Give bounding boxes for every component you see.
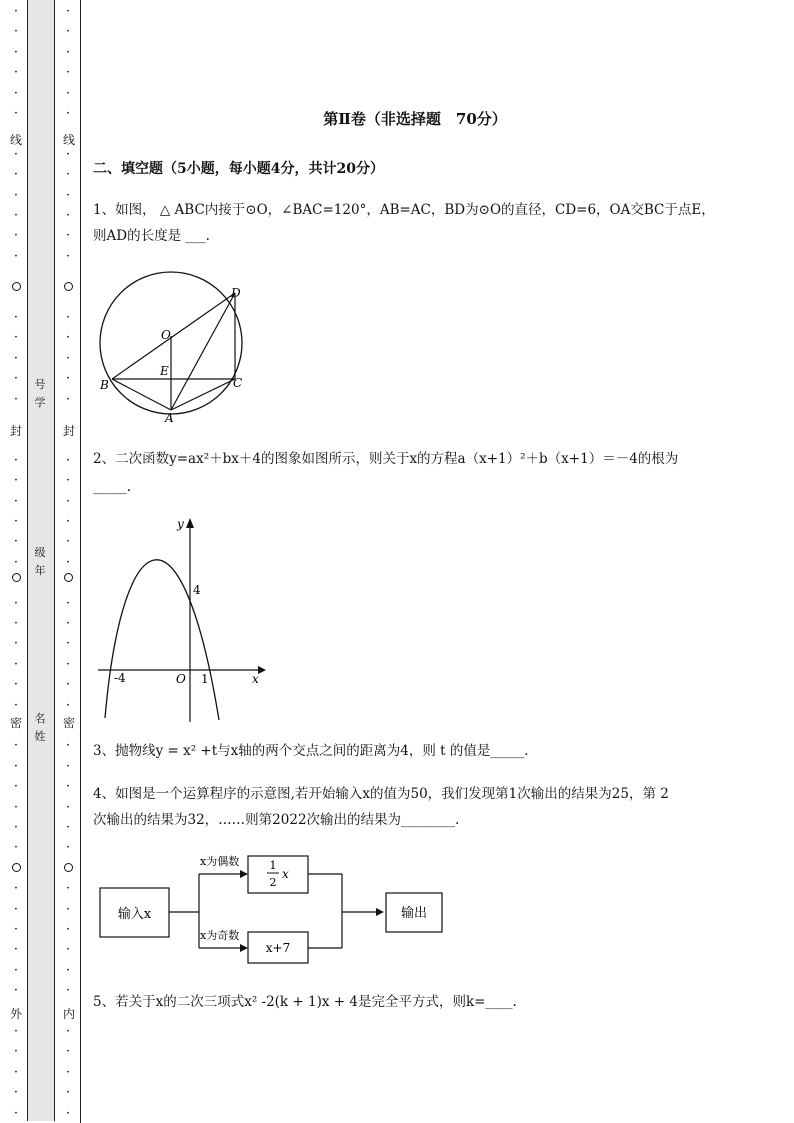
band-label-char: 年	[34, 564, 46, 577]
cut-dot: ·	[66, 68, 70, 79]
cut-dot: ·	[66, 353, 70, 364]
cut-dot: ·	[14, 639, 18, 650]
root-1-label: 1	[201, 672, 209, 686]
paper-section-title: 第Ⅱ卷（非选择题 70分）	[323, 110, 507, 128]
dotted-cut-line-outer	[11, 0, 21, 1123]
y-intercept-label: 4	[193, 583, 201, 597]
circle-mark	[64, 282, 73, 291]
cut-dot: ·	[66, 741, 70, 752]
seal-label-inner: 封	[62, 424, 75, 438]
cut-dot: ·	[14, 149, 18, 160]
outer-label: 外	[9, 1007, 22, 1021]
cut-dot: ·	[14, 1067, 18, 1078]
cut-dot: ·	[14, 27, 18, 38]
cut-dot: ·	[66, 700, 70, 711]
cut-dot: ·	[66, 313, 70, 323]
cut-dot: ·	[66, 904, 70, 915]
cut-dot: ·	[66, 843, 70, 854]
cut-dot: ·	[66, 1067, 70, 1078]
band-label-char: 级	[34, 546, 46, 559]
cut-dot: ·	[66, 823, 70, 833]
cut-dot: ·	[66, 333, 70, 344]
cut-dot: ·	[14, 313, 18, 323]
flow-output-box: 输出	[400, 906, 428, 921]
cut-dot: ·	[66, 496, 70, 507]
origin-label: O	[176, 672, 186, 686]
cut-dot: ·	[14, 557, 18, 568]
cut-dot: ·	[66, 1027, 70, 1037]
cut-dot: ·	[66, 557, 70, 568]
cut-dot: ·	[14, 741, 18, 752]
cut-dot: ·	[66, 251, 70, 262]
circle-mark	[64, 573, 73, 582]
cut-dot: ·	[66, 455, 70, 466]
question-2-line-1: 2、二次函数y=ax²＋bx＋4的图象如图所示，则关于x的方程a（x+1）²＋b（x+1）＝－4的根为	[93, 451, 679, 467]
cut-dot: ·	[66, 619, 70, 629]
cut-dot: ·	[14, 190, 18, 201]
circle-mark	[12, 282, 21, 291]
cut-dot: ·	[66, 211, 70, 221]
label-O: O	[161, 328, 171, 342]
cut-dot: ·	[66, 7, 70, 17]
question-5: 5、若关于x的二次三项式x² -2(k + 1)x + 4是完全平方式，则k=____.	[93, 994, 517, 1010]
label-D: D	[231, 286, 241, 300]
label-A: A	[165, 411, 174, 422]
cut-dot: ·	[66, 986, 70, 997]
cut-dot: ·	[66, 170, 70, 181]
question-4-line-2: 次输出的结果为32，……则第2022次输出的结果为________.	[93, 812, 460, 828]
line-label-inner: 线	[62, 133, 75, 147]
q2-parabola-figure	[92, 512, 272, 724]
label-C: C	[233, 376, 243, 390]
circle-mark	[12, 863, 21, 872]
band-label-char: 名	[34, 712, 46, 725]
flow-fraction-denominator: 2	[269, 876, 277, 889]
cut-dot: ·	[66, 884, 70, 895]
cut-dot: ·	[66, 1088, 70, 1099]
cut-dot: ·	[14, 1088, 18, 1099]
cut-dot: ·	[14, 88, 18, 99]
cut-dot: ·	[14, 802, 18, 813]
cut-dot: ·	[66, 374, 70, 385]
cut-dot: ·	[66, 109, 70, 119]
cut-dot: ·	[14, 761, 18, 772]
cut-dot: ·	[66, 925, 70, 935]
cut-dot: ·	[14, 680, 18, 691]
binding-line	[80, 0, 81, 1123]
cut-dot: ·	[66, 537, 70, 548]
cut-dot: ·	[14, 945, 18, 956]
dotted-cut-line-inner	[63, 0, 73, 1123]
cut-dot: ·	[14, 374, 18, 385]
cut-dot: ·	[66, 231, 70, 242]
flow-input-box: 输入x	[117, 907, 152, 922]
cut-dot: ·	[14, 7, 18, 17]
student-id-label	[33, 376, 47, 412]
circle-mark	[64, 863, 73, 872]
cut-dot: ·	[66, 149, 70, 160]
cut-dot: ·	[66, 945, 70, 956]
cut-dot: ·	[14, 251, 18, 262]
cut-dot: ·	[14, 476, 18, 487]
band-label-char: 姓	[34, 730, 46, 743]
cut-dot: ·	[14, 1108, 18, 1119]
flow-fraction-variable: x	[282, 867, 289, 881]
circle-mark	[12, 573, 21, 582]
cut-dot: ·	[14, 965, 18, 976]
cut-dot: ·	[66, 190, 70, 201]
cut-dot: ·	[66, 659, 70, 670]
cut-dot: ·	[66, 782, 70, 793]
cut-dot: ·	[66, 88, 70, 99]
cut-dot: ·	[14, 884, 18, 895]
cut-dot: ·	[14, 231, 18, 242]
flow-plus-seven-box: x+7	[265, 941, 291, 955]
cut-dot: ·	[14, 455, 18, 466]
cut-dot: ·	[66, 1108, 70, 1119]
cut-dot: ·	[14, 904, 18, 915]
cut-dot: ·	[66, 476, 70, 487]
cut-dot: ·	[14, 619, 18, 629]
cut-dot: ·	[14, 109, 18, 119]
q4-flowchart	[96, 848, 448, 966]
cut-dot: ·	[14, 496, 18, 507]
cut-dot: ·	[14, 1027, 18, 1037]
cut-dot: ·	[14, 394, 18, 405]
label-E: E	[160, 364, 169, 378]
cut-dot: ·	[14, 782, 18, 793]
cut-dot: ·	[14, 1047, 18, 1058]
question-4-line-1: 4、如图是一个运算程序的示意图,若开始输入x的值为50，我们发现第1次输出的结果为25，第 2	[93, 786, 669, 802]
cut-dot: ·	[14, 659, 18, 670]
cut-dot: ·	[66, 802, 70, 813]
cut-dot: ·	[66, 680, 70, 691]
question-3: 3、抛物线y = x² +t与x轴的两个交点之间的距离为4，则 t 的值是_____.	[93, 743, 529, 759]
cut-dot: ·	[66, 27, 70, 38]
secret-label-outer: 密	[9, 716, 22, 730]
question-2-line-2: _____.	[93, 479, 132, 495]
cut-dot: ·	[14, 211, 18, 221]
q1-circle-figure	[92, 262, 252, 422]
axis-label-y: y	[177, 517, 184, 531]
label-B: B	[100, 378, 109, 392]
name-label	[33, 710, 47, 746]
cut-dot: ·	[66, 965, 70, 976]
section-heading: 二、填空题（5小题，每小题4分，共计20分）	[93, 161, 384, 177]
cut-dot: ·	[66, 394, 70, 405]
cut-dot: ·	[14, 333, 18, 344]
axis-label-x: x	[252, 672, 259, 686]
cut-dot: ·	[14, 47, 18, 58]
root-neg4-label: -4	[114, 671, 126, 685]
flow-odd-condition: x为奇数	[200, 929, 240, 942]
grade-label	[33, 544, 47, 580]
question-1-line-1: 1、如图， △ ABC内接于⊙O，∠BAC=120°，AB=AC，BD为⊙O的直径，CD=6，OA交BC于点E，	[93, 202, 715, 218]
cut-dot: ·	[14, 68, 18, 79]
cut-dot: ·	[14, 823, 18, 833]
cut-dot: ·	[66, 639, 70, 650]
flow-even-condition: x为偶数	[200, 855, 240, 868]
band-label-char: 号	[34, 378, 46, 391]
cut-dot: ·	[14, 925, 18, 935]
inner-label: 内	[62, 1007, 75, 1021]
cut-dot: ·	[14, 170, 18, 181]
cut-dot: ·	[14, 843, 18, 854]
cut-dot: ·	[14, 598, 18, 609]
cut-dot: ·	[66, 1047, 70, 1058]
cut-dot: ·	[66, 517, 70, 527]
cut-dot: ·	[66, 598, 70, 609]
cut-dot: ·	[14, 537, 18, 548]
cut-dot: ·	[14, 517, 18, 527]
cut-dot: ·	[66, 47, 70, 58]
line-label-outer: 线	[9, 133, 22, 147]
secret-label-inner: 密	[62, 716, 75, 730]
question-1-line-2: 则AD的长度是 ___.	[93, 228, 210, 244]
cut-dot: ·	[14, 700, 18, 711]
cut-dot: ·	[14, 986, 18, 997]
flow-fraction-numerator: 1	[269, 859, 277, 872]
band-label-char: 学	[34, 396, 46, 409]
cut-dot: ·	[14, 353, 18, 364]
seal-label-outer: 封	[9, 424, 22, 438]
cut-dot: ·	[66, 761, 70, 772]
